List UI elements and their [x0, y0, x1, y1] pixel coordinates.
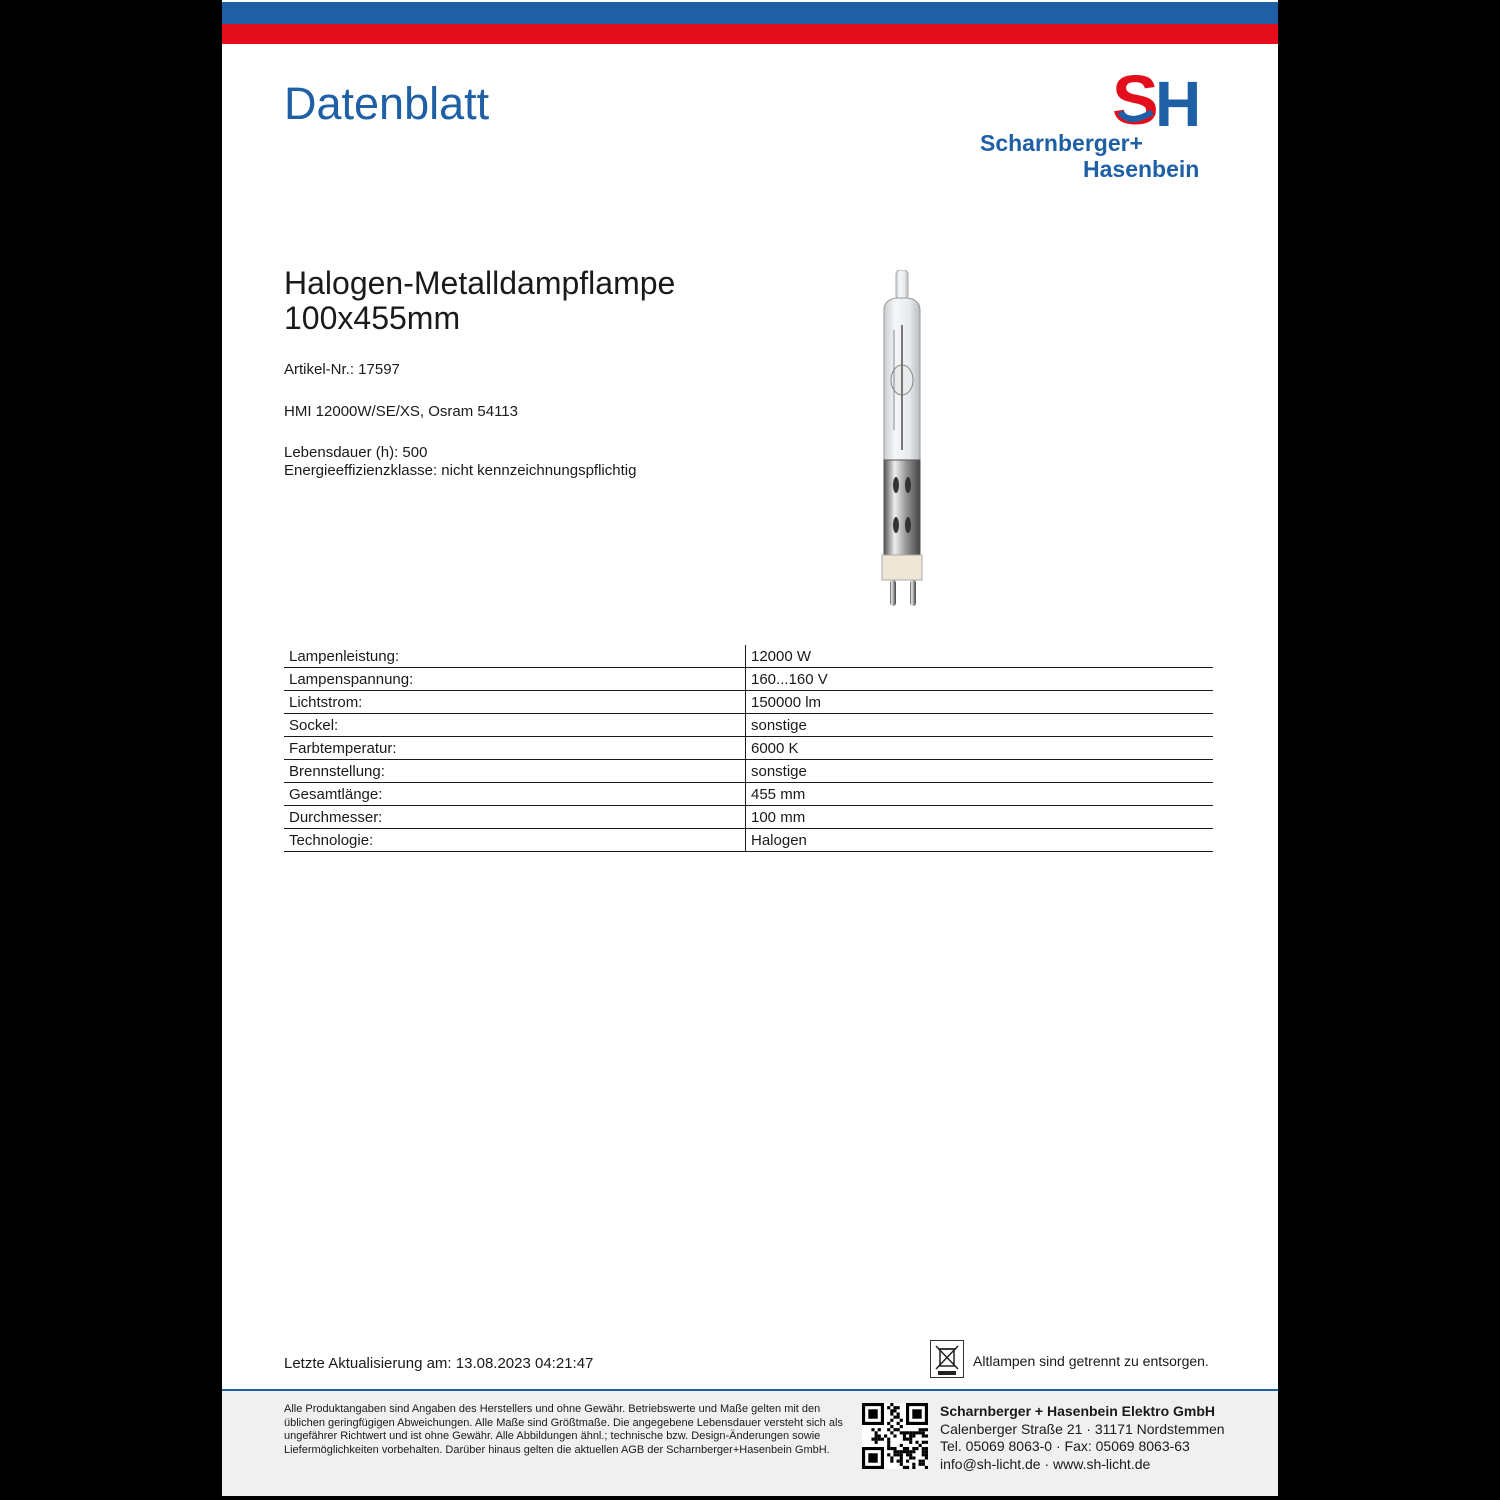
spec-value: sonstige [746, 714, 1214, 737]
company-web: info@sh-licht.de · www.sh-licht.de [940, 1455, 1151, 1472]
spec-label: Durchmesser: [284, 806, 746, 829]
company-logo [980, 66, 1220, 184]
spec-value: 6000 K [746, 737, 1214, 760]
spec-row [284, 737, 1213, 760]
company-name: Scharnberger + Hasenbein Elektro GmbH [940, 1403, 1216, 1419]
qr-code [862, 1403, 928, 1469]
spec-label: Technologie: [284, 829, 746, 852]
product-model: HMI 12000W/SE/XS, Osram 54113 [284, 403, 518, 420]
spec-label: Gesamtlänge: [284, 783, 746, 806]
document-title: Datenblatt [284, 78, 490, 129]
spec-row [284, 783, 1213, 806]
header-stripe-red [222, 24, 1278, 44]
spec-row [284, 760, 1213, 783]
svg-text:S: S [1112, 66, 1159, 136]
spec-value: 160...160 V [746, 668, 1214, 691]
spec-row [284, 668, 1213, 691]
disposal-note: Altlampen sind getrennt zu entsorgen. [973, 1353, 1209, 1369]
spec-value: 100 mm [746, 806, 1214, 829]
svg-text:H: H [1155, 68, 1202, 136]
company-contact [940, 1403, 1225, 1473]
spec-row [284, 714, 1213, 737]
spec-row [284, 691, 1213, 714]
spec-value: 455 mm [746, 783, 1214, 806]
spec-value: sonstige [746, 760, 1214, 783]
datasheet-page [222, 0, 1278, 1496]
weee-bin-icon [930, 1340, 964, 1378]
specs-table [284, 645, 1213, 852]
spec-label: Brennstellung: [284, 760, 746, 783]
spec-label: Farbtemperatur: [284, 737, 746, 760]
article-number: Artikel-Nr.: 17597 [284, 361, 400, 378]
spec-row [284, 829, 1213, 852]
spec-row [284, 806, 1213, 829]
spec-value: 12000 W [746, 645, 1214, 668]
company-phone: Tel. 05069 8063-0 · Fax: 05069 8063-63 [940, 1438, 1190, 1454]
spec-value: Halogen [746, 829, 1214, 852]
header-stripe-blue [222, 2, 1278, 24]
spec-label: Lampenleistung: [284, 645, 746, 668]
logo-text-line2: Hasenbein [1083, 156, 1200, 182]
spec-row [284, 645, 1213, 668]
lifetime: Lebensdauer (h): 500 [284, 444, 428, 461]
logo-text-line1: Scharnberger+ [980, 130, 1143, 156]
product-title-line2: 100x455mm [284, 300, 461, 336]
spec-label: Lampenspannung: [284, 668, 746, 691]
last-update: Letzte Aktualisierung am: 13.08.2023 04:21:47 [284, 1355, 594, 1372]
footer [222, 1389, 1278, 1496]
product-title-line1: Halogen-Metalldampflampe [284, 265, 676, 301]
lamp-image [872, 270, 932, 610]
energy-class: Energieeffizienzklasse: nicht kennzeichnungspflichtig [284, 462, 637, 479]
product-title [284, 266, 675, 336]
spec-label: Lichtstrom: [284, 691, 746, 714]
spec-label: Sockel: [284, 714, 746, 737]
sh-logo-mark [980, 66, 1220, 136]
spec-value: 150000 lm [746, 691, 1214, 714]
disclaimer: Alle Produktangaben sind Angaben des Herstellers und ohne Gewähr. Betriebswerte und Maße gelten mit den üblichen geringfügigen Abweichungen. Alle Maße sind Größtmaße. Die angegebene Lebensdauer versteht sich als ungefährer Richtwert und ist ohne Gewähr. Alle Abbildungen ähnl.; technische bzw. Design-Änderungen sowie Liefermöglichkeiten vorbehalten. Darüber hinaus gelten die aktuellen AGB der Scharnberger+Hasenbein GmbH. [284, 1403, 843, 1456]
company-address: Calenberger Straße 21 · 31171 Nordstemmen [940, 1420, 1225, 1437]
